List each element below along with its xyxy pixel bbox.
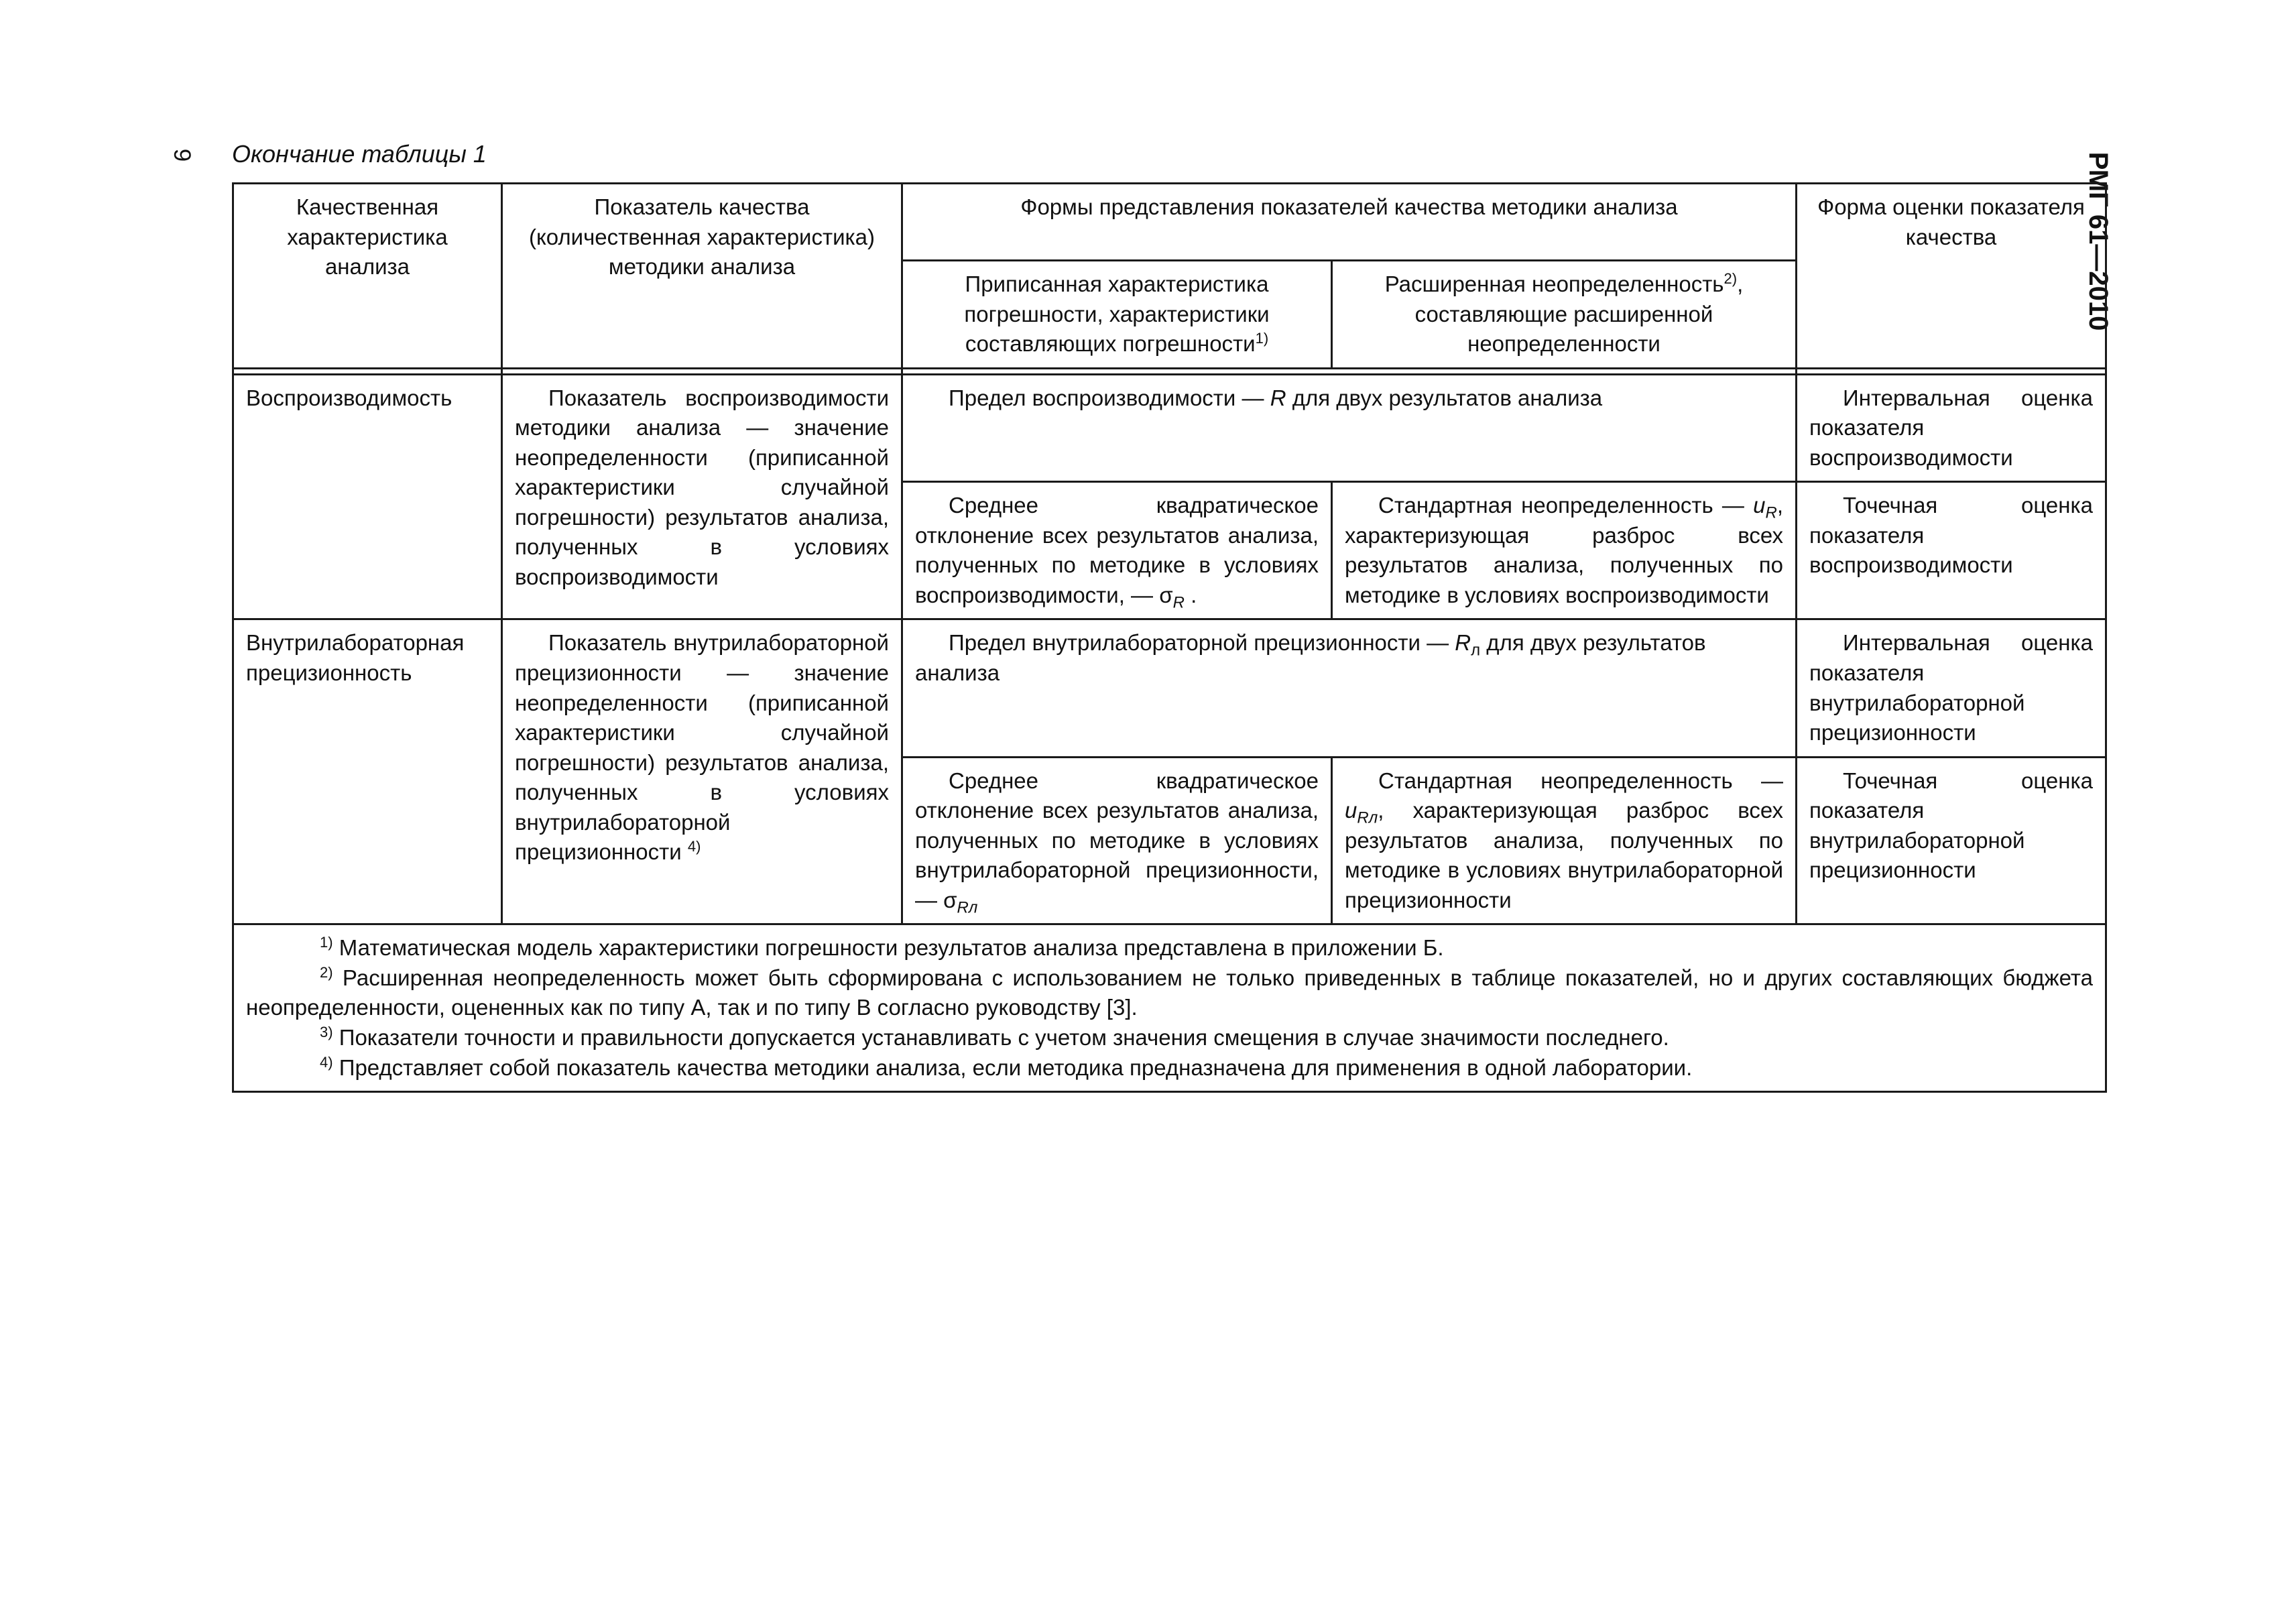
u-symbol: u: [1345, 798, 1357, 823]
header-indicator: Показатель качества (количественная характеристика) методики анализа: [502, 184, 902, 369]
cell-interval-assessment: Интервальная оценка показателя внутрилабораторной прецизионности: [1797, 619, 2106, 757]
u-sub: R: [1765, 503, 1777, 522]
limit-symbol-sub: л: [1471, 642, 1481, 660]
cell-standard-deviation: [902, 757, 1332, 924]
cell-characteristic: Воспроизводимость: [233, 374, 502, 619]
limit-symbol: R: [1455, 630, 1471, 656]
cell-indicator: [502, 374, 902, 619]
note-3: [246, 1023, 2093, 1053]
note-1: [246, 933, 2093, 963]
note-text: Представляет собой показатель качества методики анализа, если методика предназначена для применения в одной лаборатории.: [333, 1055, 1693, 1080]
u-text: , характеризующая разброс всех результатов анализа, полученных по методике в условиях внутрилабораторной прецизионности: [1345, 798, 1783, 912]
header-col4-sup: 2): [1724, 270, 1738, 287]
note-mark: 3): [320, 1024, 333, 1041]
row-reproducibility-a: [233, 374, 2106, 482]
notes-row: [233, 924, 2106, 1092]
indicator-text: Показатель воспроизводимости методики анализа — значение неопределенности (приписанной характеристики случайной погрешности) результатов анализа, полученных в условиях воспроизводимости: [515, 385, 889, 589]
note-4: [246, 1053, 2093, 1083]
note-text: Расширенная неопределенность может быть сформирована с использованием не только приведенных в таблице показателей, но и других составляющих бюджета неопределенности, оцененных как по типу А, так и по типу В согласно руководству [3].: [246, 965, 2093, 1020]
limit-text: Предел воспроизводимости —: [949, 385, 1270, 410]
note-mark: 2): [320, 963, 333, 981]
u-lead: Стандартная неопределенность —: [1378, 493, 1754, 518]
limit-text: Предел внутрилабораторной прецизионности —: [949, 630, 1455, 656]
note-2: [246, 963, 2093, 1023]
header-col3-text: Приписанная характеристика погрешности, характеристики составляющих погрешности: [964, 272, 1270, 357]
u-lead: Стандартная неопределенность —: [1378, 768, 1783, 793]
header-forms-group: Формы представления показателей качества методики анализа: [902, 184, 1797, 261]
document-id: РМГ 61—2010: [2083, 152, 2113, 331]
page-number: 9: [169, 148, 196, 162]
u-sub: Rл: [1357, 808, 1378, 827]
limit-text-end: для двух результатов анализа: [915, 630, 1706, 686]
header-expanded-uncertainty: [1332, 261, 1797, 369]
cell-point-assessment: Точечная оценка показателя внутрилабораторной прецизионности: [1797, 757, 2106, 924]
note-text: Математическая модель характеристики погрешности результатов анализа представлена в приложении Б.: [333, 935, 1444, 961]
sd-tail: .: [1184, 582, 1197, 607]
header-col4-text: Расширенная неопределенность: [1384, 272, 1724, 296]
table-notes: [233, 924, 2106, 1092]
quality-indicators-table: [232, 182, 2107, 1093]
header-row-1: [233, 184, 2106, 261]
u-text: , характеризующая разброс всех результатов анализа, полученных по методике в условиях воспроизводимости: [1345, 493, 1783, 607]
limit-text-end: для двух результатов анализа: [1286, 385, 1603, 410]
cell-limit: [902, 374, 1797, 482]
cell-characteristic: Внутрилабораторная прецизионность: [233, 619, 502, 924]
row-intralab-a: [233, 619, 2106, 757]
sd-sub: Rл: [957, 898, 978, 917]
table-caption: Окончание таблицы 1: [232, 140, 487, 168]
indicator-text: Показатель внутрилабораторной прецизионности — значение неопределенности (приписанной характеристики случайной погрешности) результатов анализа, полученных в условиях внутрилабораторной прецизионности: [515, 630, 889, 865]
cell-indicator: [502, 619, 902, 924]
header-col4-rest: , составляющие расширенной неопределенности: [1414, 272, 1744, 357]
indicator-sup: 4): [687, 838, 701, 855]
header-col3-sup: 1): [1255, 330, 1269, 347]
cell-point-assessment: Точечная оценка показателя воспроизводимости: [1797, 482, 2106, 619]
cell-standard-deviation: [902, 482, 1332, 619]
cell-standard-uncertainty: [1332, 757, 1797, 924]
header-assigned-characteristic: [902, 261, 1332, 369]
note-text: Показатели точности и правильности допускается устанавливать с учетом значения смещения в случае значимости последнего.: [333, 1025, 1669, 1050]
sd-text: Среднее квадратическое отклонение всех результатов анализа, полученных по методике в условиях воспроизводимости, — σ: [915, 493, 1319, 607]
note-mark: 1): [320, 934, 333, 951]
u-symbol: u: [1753, 493, 1766, 518]
cell-interval-assessment: Интервальная оценка показателя воспроизводимости: [1797, 374, 2106, 482]
note-mark: 4): [320, 1053, 333, 1071]
header-separator: [233, 368, 2106, 374]
limit-symbol: R: [1270, 385, 1286, 410]
sd-sub: R: [1172, 593, 1185, 612]
cell-limit: [902, 619, 1797, 757]
header-characteristic: Качественная характеристика анализа: [233, 184, 502, 369]
header-assessment-form: Форма оценки показателя качества: [1797, 184, 2106, 369]
cell-standard-uncertainty: [1332, 482, 1797, 619]
sd-text: Среднее квадратическое отклонение всех результатов анализа, полученных по методике в условиях внутрилабораторной прецизионности, — σ: [915, 768, 1319, 912]
